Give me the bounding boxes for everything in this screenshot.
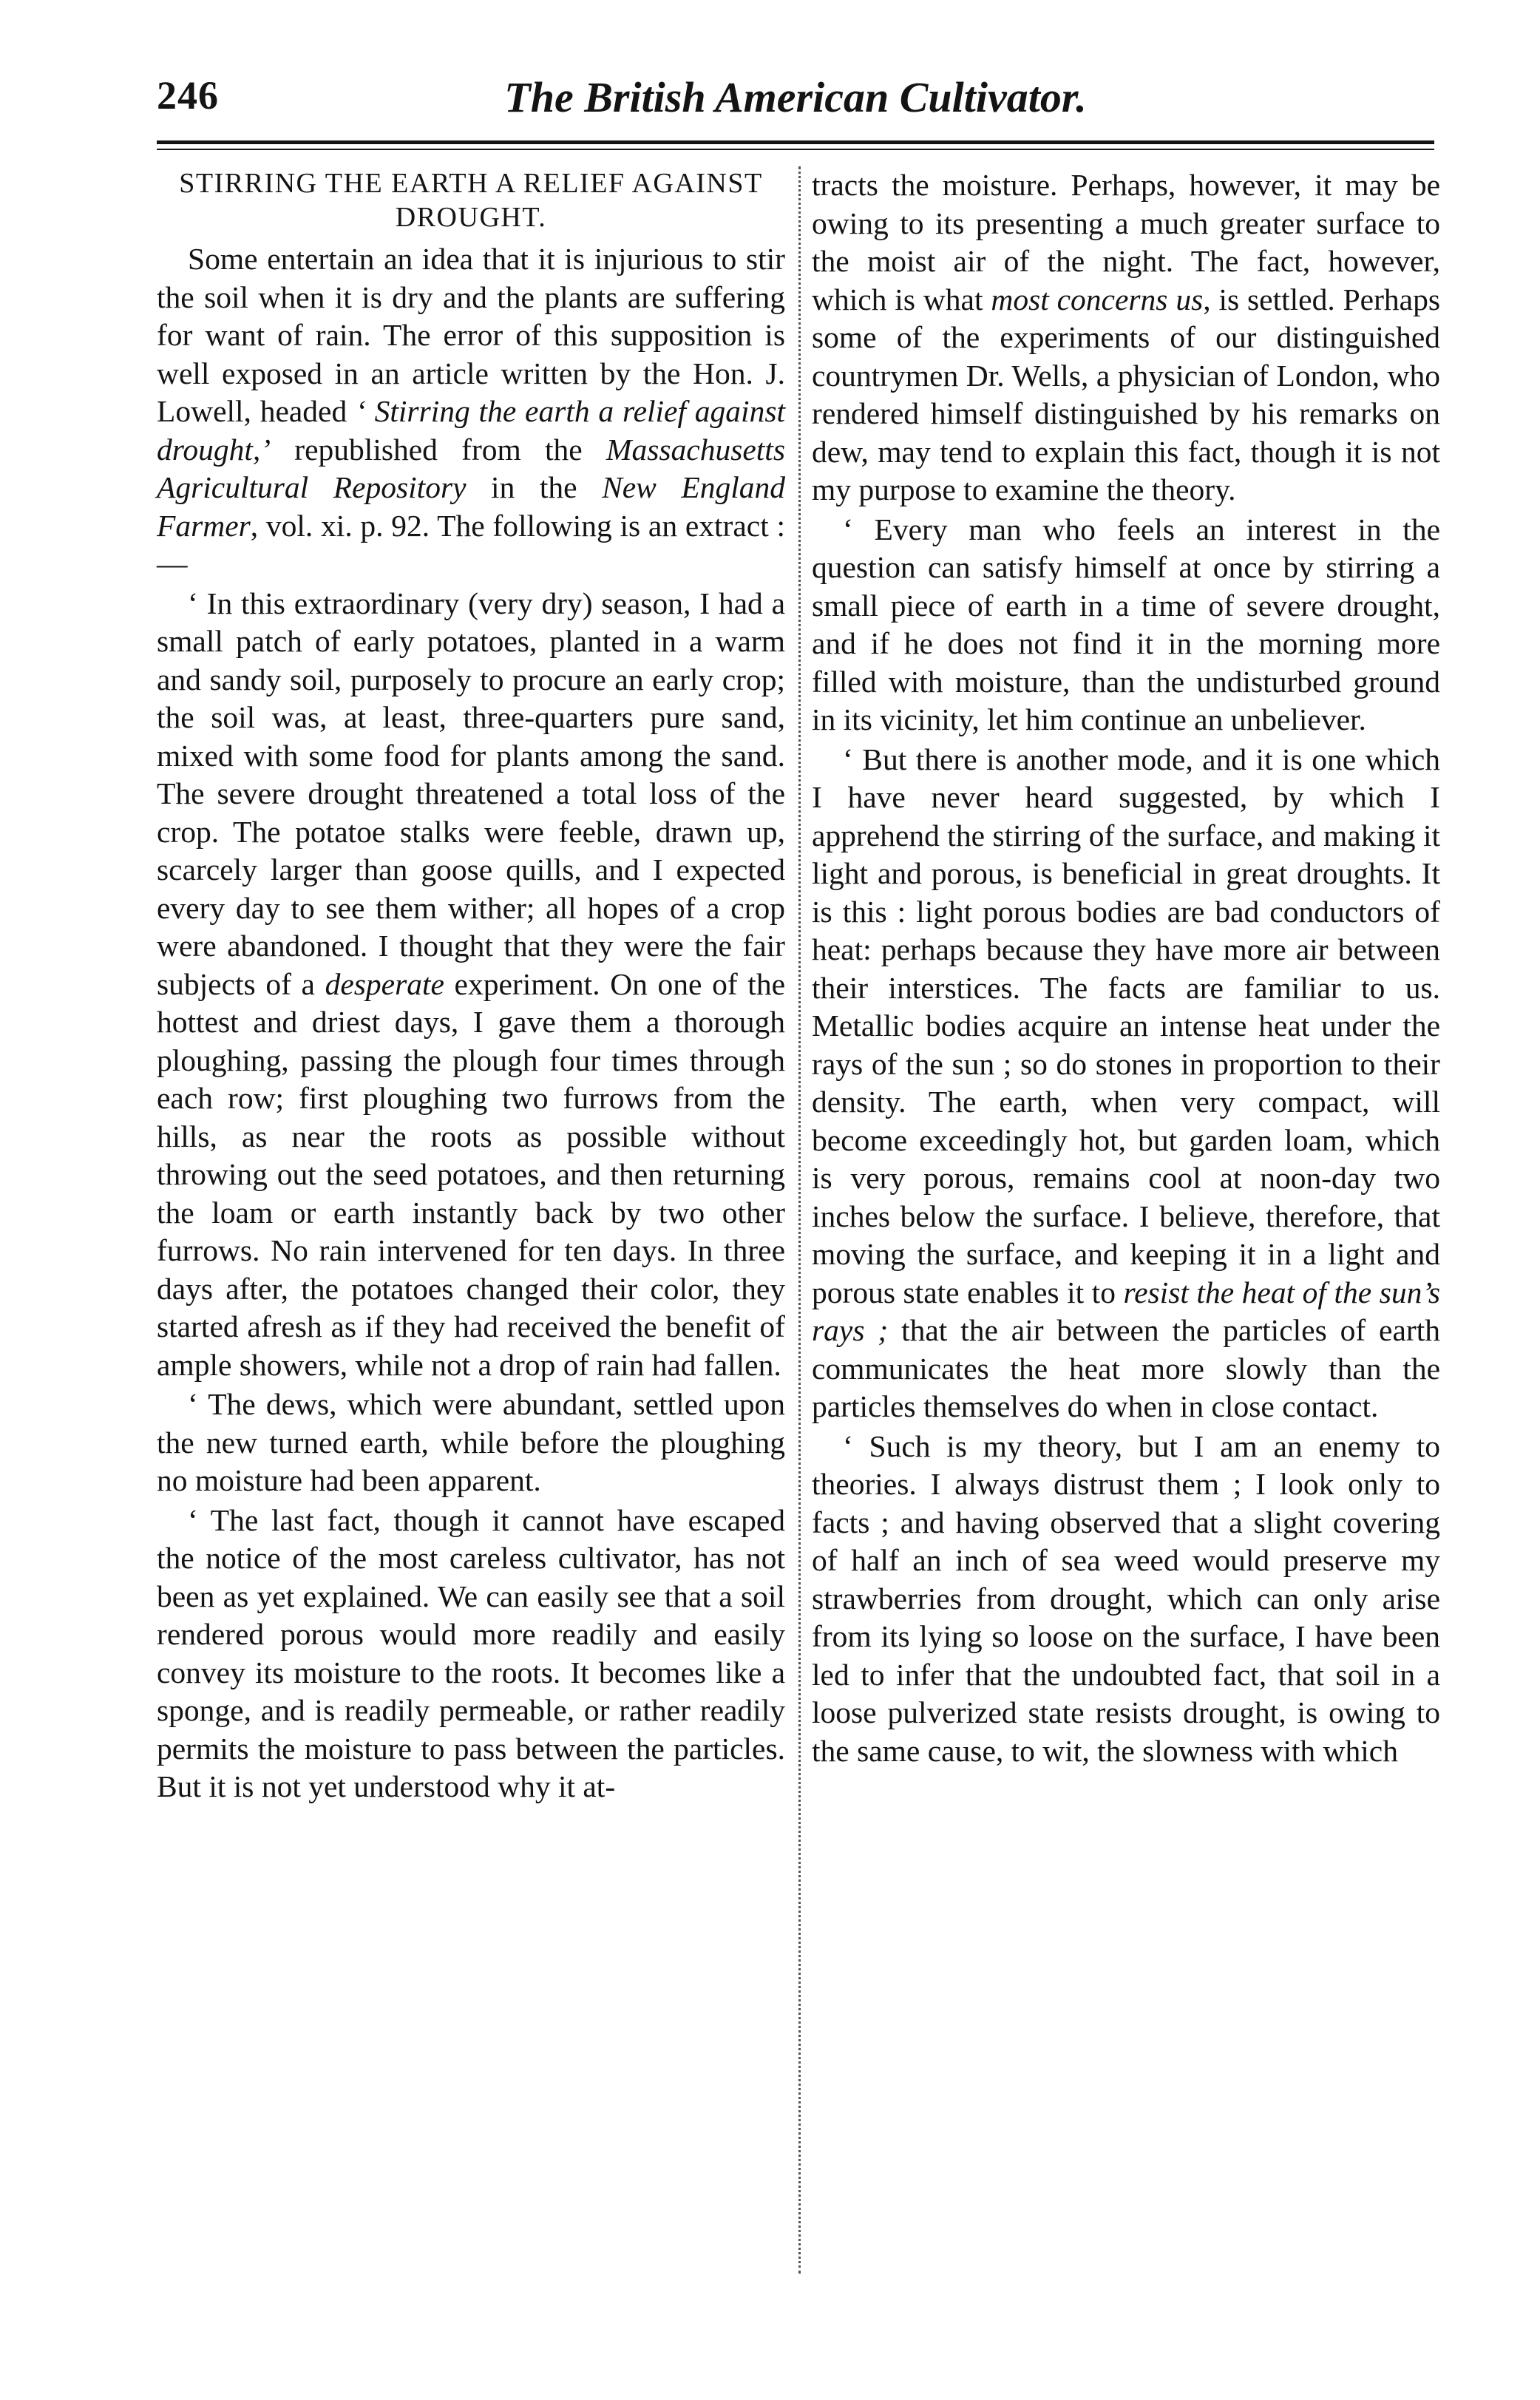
italic-text-run: most concerns us	[991, 282, 1204, 316]
paragraph	[812, 166, 1440, 509]
italic-text-run: resist the heat of the sun’s rays ;	[812, 1275, 1440, 1347]
column-divider	[798, 166, 801, 2274]
paragraph	[157, 240, 785, 583]
text-run: in the	[466, 470, 603, 504]
italic-text-run: desperate	[325, 966, 444, 1001]
left-column	[157, 166, 785, 1808]
text-run: ‘ But there is another mode, and it is one which I have never heard suggested, by which I apprehend the stirring of the surface, and making it light and porous, is beneficial in great droughts. It is this : light porous bodies are bad conductors of heat: perhaps because they have more air between their interstices. The facts are familiar to us. Metallic bodies acquire an intense heat under the rays of the sun ; so do stones in proportion to their density. The earth, when very compact, will become exceedingly hot, but garden loam, which is very porous, remains cool at noon-day two inches below the surface. I believe, therefore, that moving the surface, and keeping it in a light and porous state enables it to	[812, 742, 1440, 1309]
text-run: Some entertain an idea that it is injurious to stir the soil when it is dry and the plants are suffering for want of rain. The error of this supposition is well exposed in an article written by the Hon. J. Lowell, headed	[157, 242, 785, 428]
italic-text-run: New England Farmer	[157, 470, 785, 543]
text-run: experiment. On one of the hottest and driest days, I gave them a thorough ploughing, passing the plough four times through each row; first ploughing two furrows from the hills, as near the roots as possible without throwing out the seed potatoes, and then returning the loam or earth instantly back by two other furrows. No rain intervened for ten days. In three days after, the potatoes changed their color, they started afresh as if they had received the benefit of ample showers, while not a drop of rain had fallen.	[157, 966, 785, 1382]
header-rule-thin	[157, 149, 1434, 150]
paragraph: ‘ The last fact, though it cannot have escaped the notice of the most careless cultivator, has not been as yet explained. We can easily see that a soil rendered porous would more readily and easily convey its moisture to the roots. It becomes like a sponge, and is readily permeable, or rather readily permits the moisture to pass between the particles. But it is not yet understood why it at-	[157, 1502, 785, 1803]
text-run: that the air between the particles of earth communicates the heat more slowly than the particles themselves do when in close contact.	[812, 1313, 1440, 1423]
page-header	[157, 72, 1434, 132]
paragraph: ‘ The dews, which were abundant, settled upon the new turned earth, while before the ploughing no moisture had been apparent.	[157, 1387, 785, 1497]
page-number: 246	[157, 73, 219, 118]
italic-text-run: ‘ Stirring the earth a relief against drought,’	[157, 394, 785, 467]
text-run: , vol. xi. p. 92. The following is an extract :—	[157, 508, 785, 580]
right-column	[812, 166, 1440, 1772]
paragraph: ‘ Every man who feels an interest in the question can satisfy himself at once by stirring a small piece of earth in a time of severe drought, and if he does not find it in the morning more filled with moisture, than the undisturbed ground in its vicinity, let him continue an unbeliever.	[812, 512, 1440, 736]
paragraph	[157, 585, 785, 1385]
text-run: ‘ In this extraordinary (very dry) season, I had a small patch of early potatoes, planted in a warm and sandy soil, purposely to procure an early crop; the soil was, at least, three-quarters pure sand, mixed with some food for plants among the sand. The severe drought threatened a total loss of the crop. The potatoe stalks were feeble, drawn up, scarcely larger than goose quills, and I expected every day to see them wither; all hopes of a crop were abandoned. I thought that they were the fair subjects of a	[157, 586, 785, 1001]
text-run: tracts the moisture. Perhaps, however, it may be owing to its presenting a much greater surface to the moist air of the night. The fact, however, which is what	[812, 168, 1440, 316]
italic-text-run: Massachusetts Agricultural Repository	[157, 432, 785, 504]
text-run: republished from the	[271, 432, 606, 467]
paragraph	[812, 741, 1440, 1426]
text-run: , is settled. Perhaps some of the experiments of our distinguished countrymen Dr. Wells, a physician of London, who rendered himself distinguished by his remarks on dew, may tend to explain this fact, though it is not my purpose to examine the theory.	[812, 282, 1440, 506]
running-head: The British American Cultivator.	[504, 73, 1087, 121]
article-title: STIRRING THE EARTH A RELIEF AGAINST DROUGHT.	[179, 168, 763, 233]
header-rule-thick	[157, 140, 1434, 144]
paragraph: ‘ Such is my theory, but I am an enemy to theories. I always distrust them ; I look only to facts ; and having observed that a slight covering of half an inch of sea weed would preserve my strawberries from drought, which can only arise from its lying so loose on the surface, I have been led to infer that the undoubted fact, that soil in a loose pulverized state resists drought, is owing to the same cause, to wit, the slowness with which	[812, 1428, 1440, 1768]
